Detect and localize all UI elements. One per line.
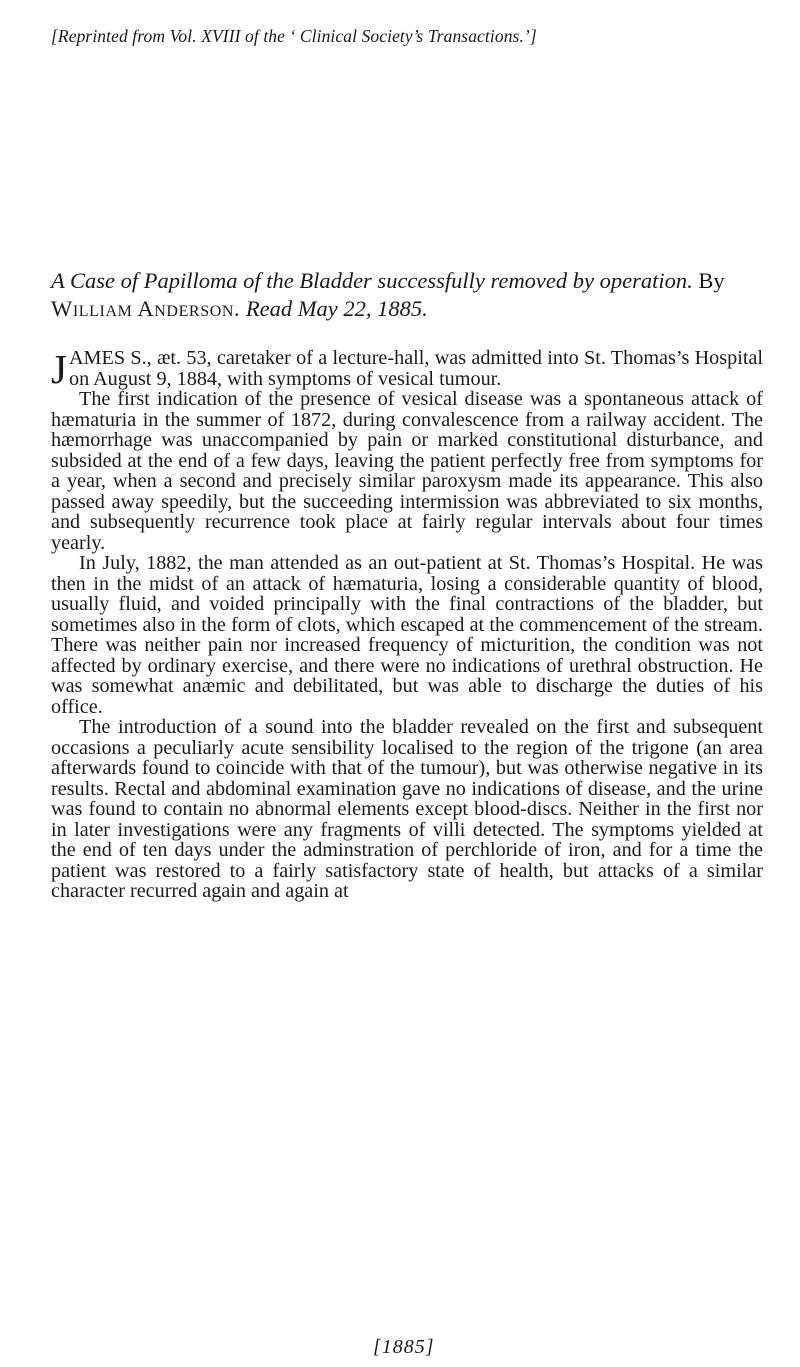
paragraph-1 bbox=[51, 346, 763, 392]
article-title bbox=[51, 267, 761, 323]
drop-cap: J bbox=[51, 346, 67, 392]
reprint-note: [Reprinted from Vol. XVIII of the ‘ Clinical Society’s Transactions.’] bbox=[51, 26, 537, 46]
paragraph-3: In July, 1882, the man attended as an out-patient at St. Thomas’s Hospital. He was then in the midst of an attack of hæmaturia, losing a considerable quantity of blood, usually fluid, and voided principally with the final contractions of the bladder, but sometimes also in the form of clots, which escaped at the commencement of the stream. There was neither pain nor increased frequency of micturition, the condition was not affected by ordinary exercise, and there were no indications of urethral obstruction. He was somewhat anæmic and debilitated, but was able to discharge the duties of his office. bbox=[51, 552, 763, 718]
title-text: A Case of Papilloma of the Bladder successfully removed by operation. bbox=[51, 268, 693, 293]
handwritten-year-mark: [1885] bbox=[373, 1336, 435, 1358]
paragraph-4: The introduction of a sound into the bladder revealed on the first and subsequent occasions a peculiarly acute sensibility localised to the region of the trigone (an area afterwards found to coincide with that of the tumour), but was otherwise negative in its results. Rectal and abdominal examination gave no indications of disease, and the urine was found to contain no abnormal elements except blood-discs. Neither in the first nor in later investigations were any fragments of villi detected. The symptoms yielded at the end of ten days under the adminstration of perchloride of iron, and for a time the patient was restored to a fairly satisfactory state of health, but attacks of a similar character recurred again and again at bbox=[51, 716, 763, 902]
paragraph-2: The first indication of the presence of vesical disease was a spontaneous attack of hæmaturia in the summer of 1872, during convalescence from a railway accident. The hæmorrhage was unaccompanied by pain or marked constitutional disturbance, and subsided at the end of a few days, leaving the patient perfectly free from symptoms for a year, when a second and precisely similar paroxysm made its appearance. This also passed away speedily, but the succeeding intermission was abbreviated to six months, and subsequently recurrence took place at fairly regular intervals about four times yearly. bbox=[51, 388, 763, 554]
author-name: William Anderson. bbox=[51, 296, 241, 321]
article-body bbox=[51, 348, 763, 902]
paragraph-1-text: AMES S., æt. 53, caretaker of a lecture-hall, was admitted into St. Thomas’s Hospital on August 9, 1884, with symptoms of vesical tumour. bbox=[68, 347, 763, 390]
read-date: Read May 22, 1885. bbox=[245, 296, 428, 321]
title-by: By bbox=[698, 268, 725, 293]
